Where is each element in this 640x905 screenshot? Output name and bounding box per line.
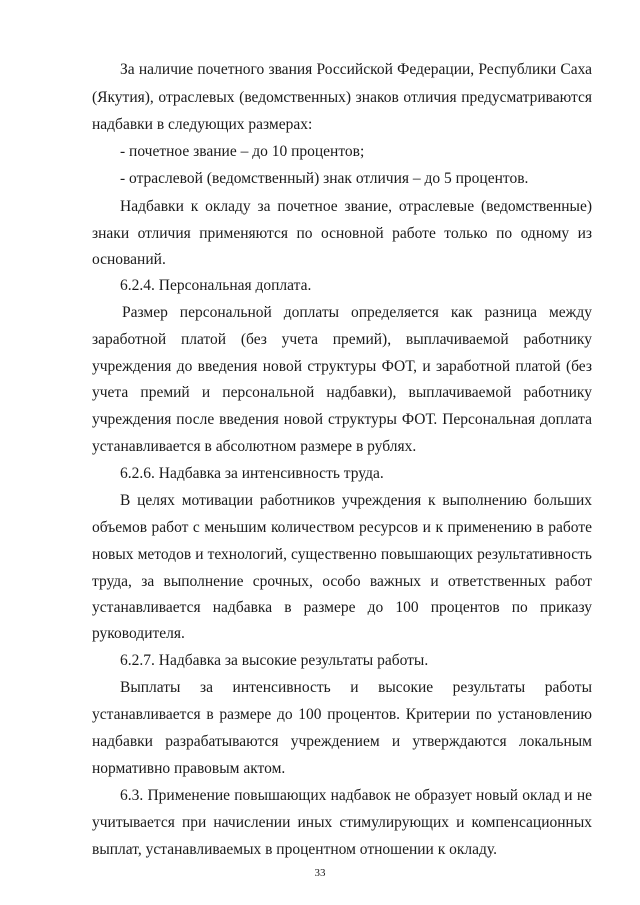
text-line: 6.3. Применение повышающих надбавок не образует новый оклад и не <box>120 787 592 804</box>
text-line: устанавливается в размере до 100 процентов. Критерии по установлению <box>92 706 592 723</box>
list-item: - отраслевой (ведомственный) знак отличия – до 5 процентов. <box>120 170 529 187</box>
text-line: (Якутия), отраслевых (ведомственных) знаков отличия предусматриваются <box>92 89 592 106</box>
text-line: выплат, устанавливаемых в процентном отношении к окладу. <box>92 841 497 858</box>
section-heading: 6.2.4. Персональная доплата. <box>120 277 312 294</box>
text-line: учреждения после введения новой структуры ФОТ. Персональная доплата <box>92 411 592 428</box>
text-line: надбавки в следующих размерах: <box>92 116 313 133</box>
text-line: устанавливается надбавка в размере до 100 процентов по приказу <box>92 599 592 616</box>
text-line: надбавки разрабатываются учреждением и утверждаются локальным <box>92 733 592 750</box>
text-line: заработной платой (без учета премий), выплачиваемой работнику <box>92 331 592 348</box>
text-line: учета премий и персональной надбавки), выплачиваемой работнику <box>92 384 592 401</box>
text-line: За наличие почетного звания Российской Федерации, Республики Саха <box>120 61 592 78</box>
text-line: руководителя. <box>92 625 185 642</box>
text-line: устанавливается в абсолютном размере в рублях. <box>92 438 417 455</box>
section-heading: 6.2.7. Надбавка за высокие результаты работы. <box>120 652 429 669</box>
text-line: Выплаты за интенсивность и высокие результаты работы <box>120 679 592 696</box>
text-line: Надбавки к окладу за почетное звание, отраслевые (ведомственные) <box>120 198 592 215</box>
text-line: труда, за выполнение срочных, особо важных и ответственных работ <box>92 573 592 590</box>
section-heading: 6.2.6. Надбавка за интенсивность труда. <box>120 465 384 482</box>
text-line: нормативно правовым актом. <box>92 760 286 777</box>
text-line: знаки отличия применяются по основной работе только по одному из <box>92 225 592 242</box>
text-line: новых методов и технологий, существенно повышающих результативность <box>92 546 592 563</box>
text-line: оснований. <box>92 251 166 268</box>
text-line: учитывается при начислении иных стимулирующих и компенсационных <box>92 814 592 831</box>
page-number: 33 <box>314 867 326 879</box>
list-item: - почетное звание – до 10 процентов; <box>120 143 365 160</box>
text-line: учреждения до введения новой структуры ФОТ, и заработной платой (без <box>92 358 592 375</box>
text-line: Размер персональной доплаты определяется как разница между <box>122 304 592 321</box>
text-line: объемов работ с меньшим количеством ресурсов и к применению в работе <box>92 519 592 536</box>
text-line: В целях мотивации работников учреждения к выполнению больших <box>120 492 592 509</box>
